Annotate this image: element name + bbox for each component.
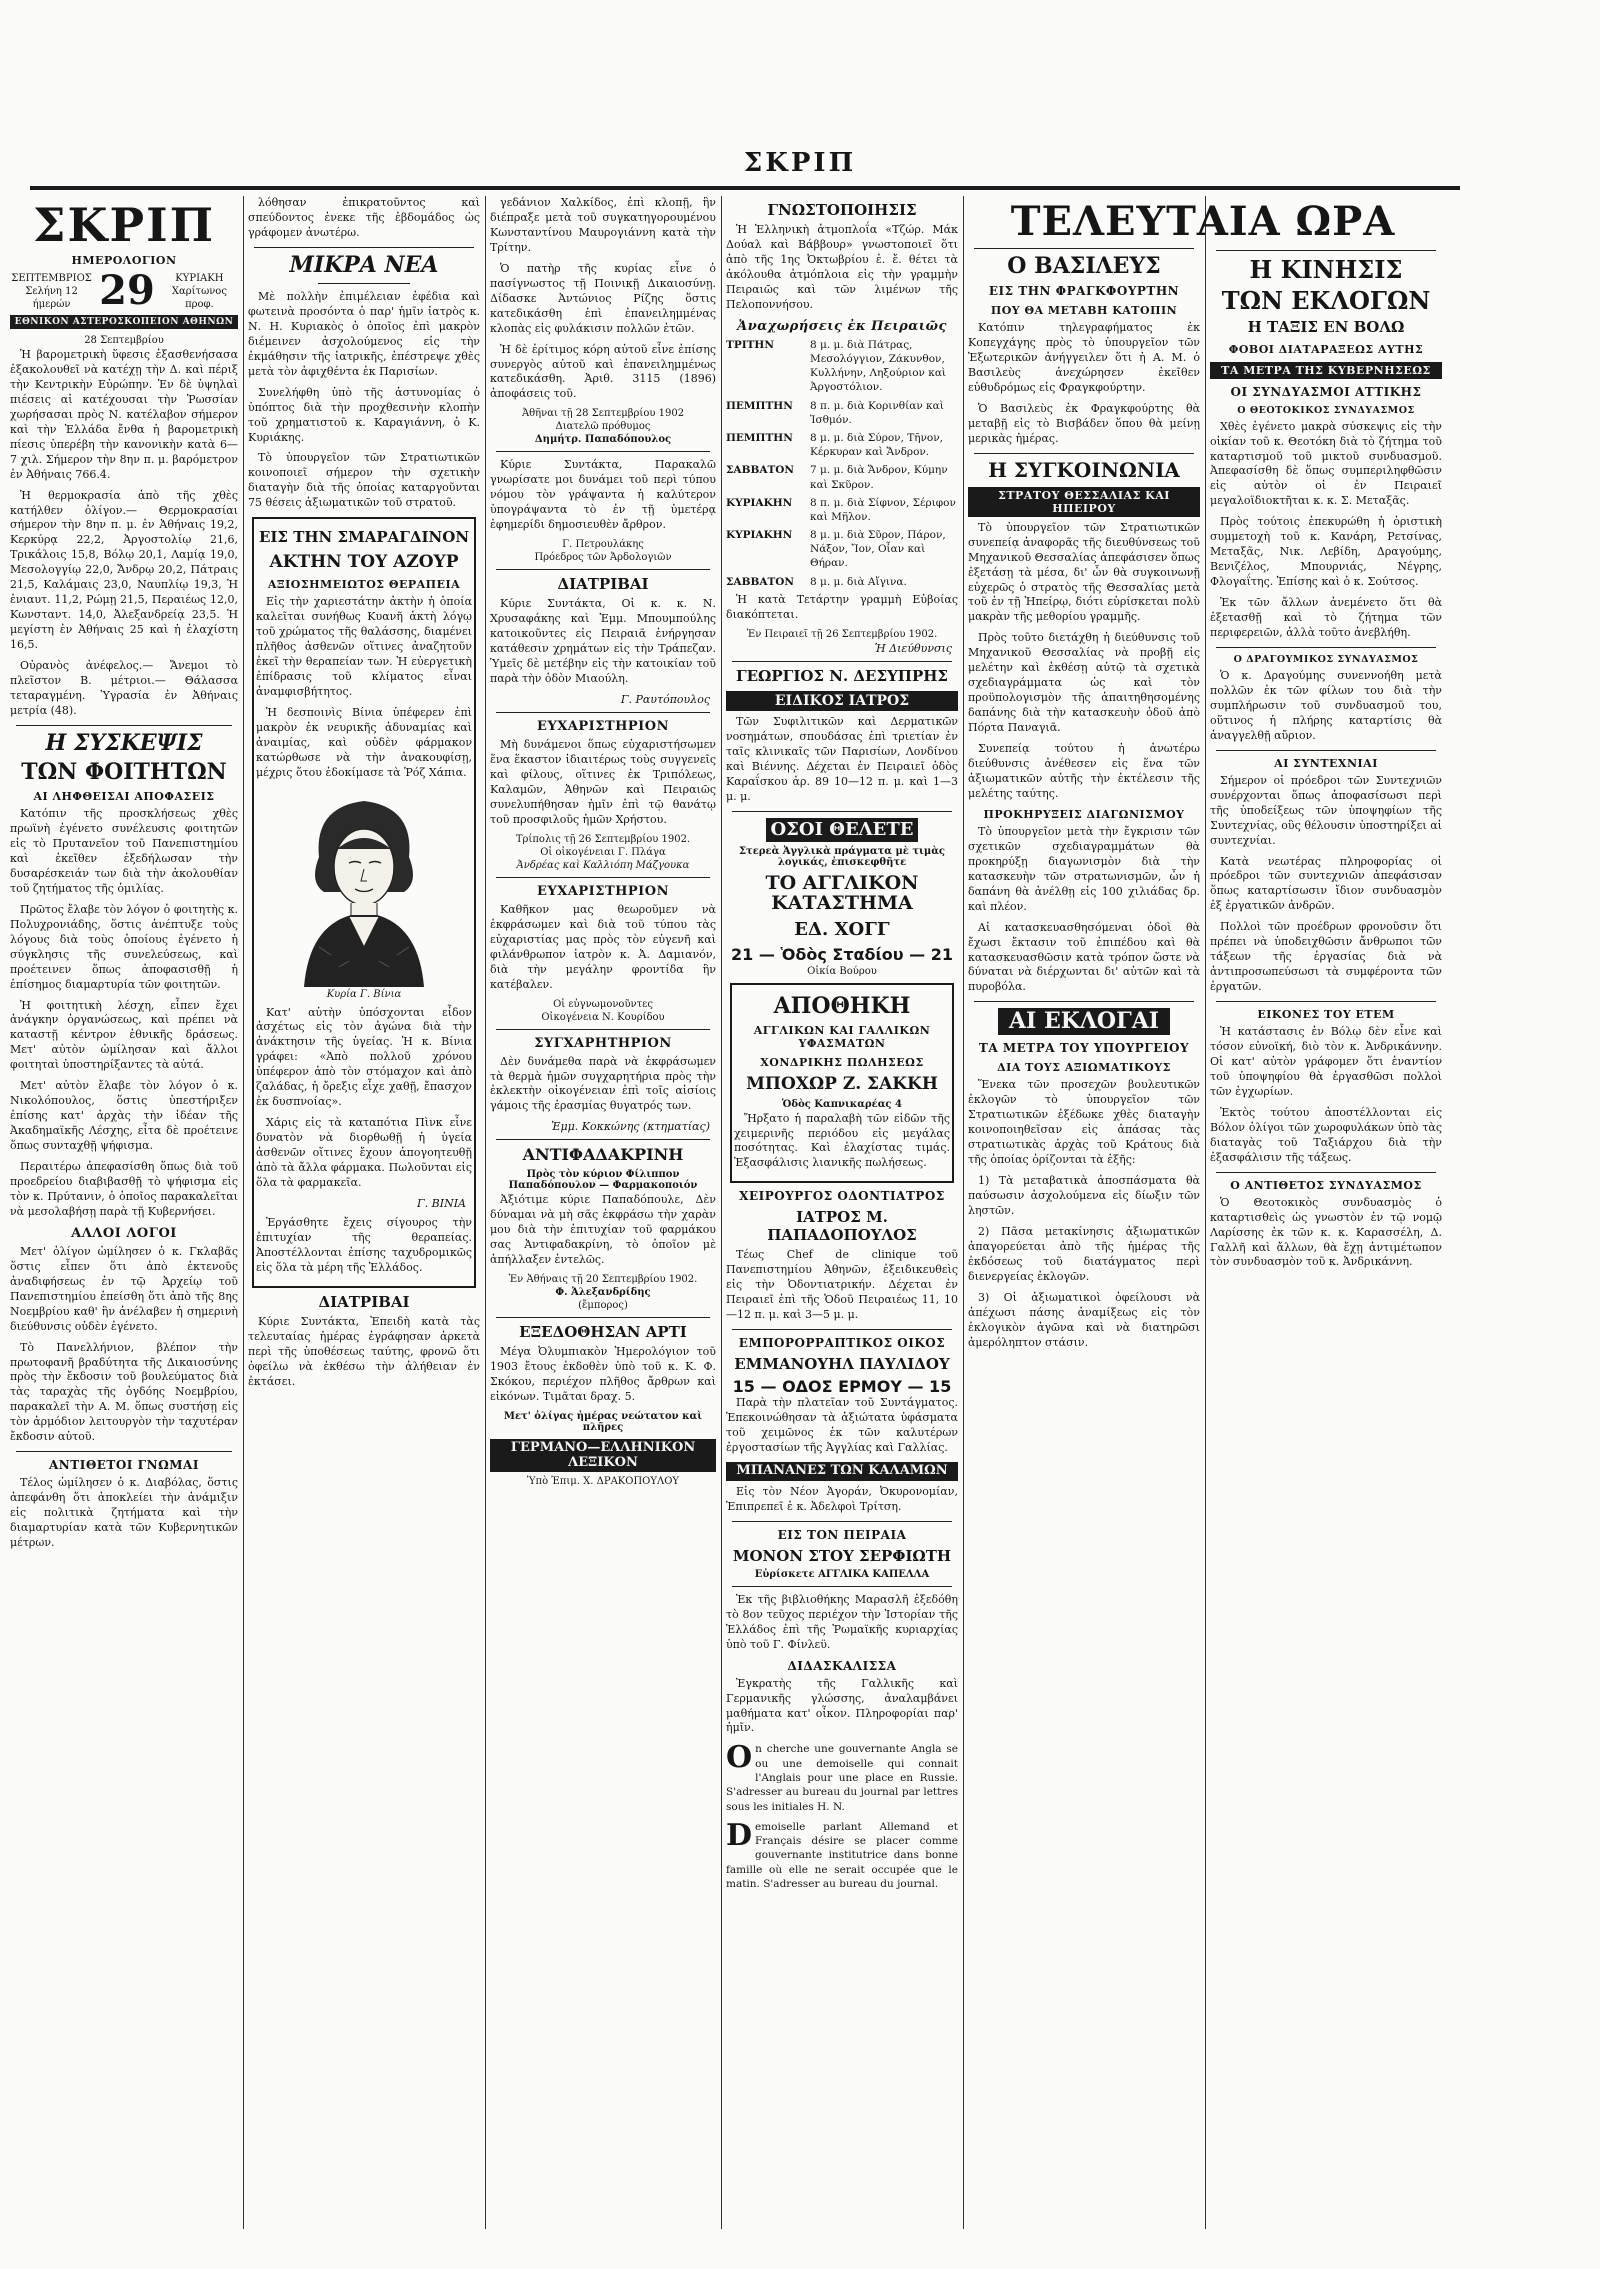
signature: Φ. Ἀλεξανδρίδης [555, 1286, 651, 1298]
article-paragraph: Αἱ κατασκευασθησόμεναι ὁδοὶ θὰ ἔχωσι ἔκτασιν τοῦ ἐπιπέδου καὶ θὰ κατασκευασθῶσιν κατὰ τρόπον ὥστε νὰ δύναται νὰ διέρχωνται δι' αὐτῶν καὶ τὰ πυροβόλα. [968, 920, 1200, 994]
headline: ΓΝΩΣΤΟΠΟΙΗΣΙΣ [767, 201, 917, 219]
article-paragraph: Κύριε Συντάκτα, Ἐπειδὴ κατὰ τὰς τελευταίας ἡμέρας ἐγράφησαν ἀρκετὰ περὶ τῆς ὑποθέσεως ταύτης, φρονῶ ὅτι ὀφείλω νὰ ἐκθέσω τὴν ἀλήθειαν ἐν ἐκτάσει. [248, 1315, 480, 1388]
article-paragraph: Τὸ Πανελλήνιον, βλέπον τὴν πρωτοφανῆ βραδύτητα τῆς Δικαιοσύνης πρὸς τὴν ἔκδοσιν τοῦ βουλεύματος διὰ τὰς ταραχὰς τῆς ὀγδόης Νοεμβρίου, παρακαλεῖ τὴν Α. Μ. ὅπως συστήσῃ εἰς τὸν ἁρμόδιον λειτουργὸν τὴν ταχυτέραν ἔκδοσιν αὐτοῦ. [10, 1340, 238, 1444]
ad-subheadline: ΧΟΝΔΡΙΚΗΣ ΠΩΛΗΣΕΩΣ [760, 1056, 924, 1070]
article-paragraph: Οὐρανὸς ἀνέφελος.— Ἄνεμοι τὸ πλεῖστον Β. μέτριοι.— Θάλασσα τεταραγμένη. Ὑγρασία ἐν Ἀθήναις μετρία (48). [10, 659, 238, 717]
subheadline: Ο ΑΝΤΙΘΕΤΟΣ ΣΥΝΔΥΑΣΜΟΣ [1230, 1178, 1422, 1192]
ad-subheadline: ΕΙΣ ΤΟΝ ΠΕΙΡΑΙΑ [777, 1527, 907, 1542]
subheadline: Ο ΘΕΟΤΟΚΙΚΟΣ ΣΥΝΔΥΑΣΜΟΣ [1237, 404, 1415, 416]
article-paragraph: Κύριε Συντάκτα, Παρακαλῶ γνωρίσατε μοι δυνάμει τοῦ περὶ τύπου νόμου τὸν γράψαντα ἡ καλύτερον ὑπογράψαντα τὸ ἐν τῇ ὑμετέρᾳ ἐφημερίδι δημοσιευθὲν ἄρθρον. [490, 458, 716, 532]
dateline: Τρίπολις τῇ 26 Σεπτεμβρίου 1902. [515, 833, 691, 845]
subheadline: ΑΝΤΙΘΕΤΟΙ ΓΝΩΜΑΙ [49, 1458, 199, 1473]
schedule-row [726, 338, 958, 395]
top-rule [30, 186, 1460, 190]
ad-subheadline: ΑΓΓΛΙΚΩΝ ΚΑΙ ΓΑΛΛΙΚΩΝ ΥΦΑΣΜΑΤΩΝ [753, 1024, 931, 1051]
signature: Οἱ εὐγνωμονοῦντες [553, 998, 653, 1010]
schedule-day: ΣΑΒΒΑΤΟΝ [726, 575, 795, 588]
headline: ΑΙ ΕΚΛΟΓΑΙ [998, 1008, 1170, 1035]
ad-headline: ΕΜΜΑΝΟΥΗΛ ΠΑΥΛΙΔΟΥ [734, 1354, 950, 1373]
schedule-route: 8 π. μ. διὰ Κορινθίαν καὶ Ἰσθμόν. [810, 399, 944, 426]
divider [732, 1586, 952, 1587]
article-paragraph: Τὸ ὑπουργεῖον τῶν Στρατιωτικῶν συνεπείᾳ ἀναφορᾶς τῆς διευθύνσεως τοῦ Μηχανικοῦ Θεσσαλίας ἀπεφάσισεν ὅπως ἐξετάσῃ τὰ μέσα, δι' ὧν θὰ συγκοινωνῇ εὐχερῶς ὁ στρατὸς τῆς Θεσσαλίας μετὰ τοῦ ἐν τῇ Ἠπείρῳ, διότι εὑρίσκεται πολὺ μακρὰν τῆς μεθορίου γραμμῆς. [968, 520, 1200, 624]
headline: Η ΚΙΝΗΣΙΣ [1249, 255, 1403, 284]
ad-headline: ΑΚΤΗΝ ΤΟΥ ΑΖΟΥΡ [269, 551, 459, 572]
divider [16, 1451, 232, 1452]
article-paragraph: Ἡ δὲ ἐρίτιμος κόρη αὐτοῦ εἶνε ἐπίσης συνεργὸς αὐτοῦ καὶ ἐπανειλημμένως κατεδικάσθη. Ἀριθ. 3115 (1896) ἀποφάσεις τοῦ. [490, 342, 716, 401]
ad-text: Στερεὰ Ἀγγλικὰ πράγματα μὲ τιμὰς λογικάς, ἐπισκεφθῆτε [738, 846, 945, 869]
divider [496, 569, 710, 570]
ad-paragraph: Εἰς τὴν χαριεστάτην ἀκτὴν ἡ ὁποία καλεῖται συνήθως Κυανῆ ἀκτὴ λόγῳ τοῦ χρώματος τῆς θαλάσσης, διαμένει πλῆθος ἀσθενῶν οἵτινες ἀναζητοῦν ἐκεῖ τὴν θεραπείαν των. Ἡ εὐεργετικὴ ἐπίδρασις τοῦ κλίματος εἶναι ἀναμφισβήτητος. [256, 595, 472, 698]
dropcap-letter: O [726, 1740, 753, 1776]
schedule-day: ΚΥΡΙΑΚΗΝ [726, 496, 793, 509]
headline: ΓΕΡΜΑΝΟ—ΕΛΛΗΝΙΚΟΝ ΛΕΞΙΚΟΝ [490, 1439, 716, 1473]
article-paragraph: Ὁ Θεοτοκικὸς συνδυασμὸς ὁ καταρτισθεὶς ὡς γνωστὸν ἐν τῷ νομῷ Λαρίσσης ἐκ τῶν κ. κ. Καρασσέλη, Δ. Γαλλῆ καὶ ἄλλων, θὰ ἔχῃ ἀντιμέτωπον τὸν συνδυασμὸν τοῦ κ. Ἀνδρικάννη. [1210, 1195, 1442, 1269]
article-paragraph: Πρὸς τούτοις ἐπεκυρώθη ἡ ὁριστικὴ συμμετοχὴ τοῦ κ. Κανάρη, Ρετσίνας, Μεταξᾶς, Νικ. Λεβίδη, Δραγούμης, Βενιζέλος, Μπουρνιάς, Νέγρης, Φλογαΐτης. Ἐπίσης καὶ ὁ κ. Σούτσος. [1210, 515, 1442, 589]
column-divider [963, 196, 964, 2229]
calendar-subtitle: ΗΜΕΡΟΛΟΓΙΟΝ [71, 254, 177, 267]
signature: Γ. ΒΙΝΙΑ [417, 1196, 466, 1210]
signature: Δημήτρ. Παπαδόπουλος [534, 434, 672, 446]
subheadline: ΔΙΑ ΤΟΥΣ ΑΞΙΩΜΑΤΙΚΟΥΣ [997, 1061, 1171, 1075]
subheadline: ΦΟΒΟΙ ΔΙΑΤΑΡΑΞΕΩΣ ΑΥΤΗΣ [1228, 342, 1424, 356]
classified-text: emoiselle parlant Allemand et Français désire se placer comme gouvernante institutrice dans bonne famille où elle ne serait occupée que le matin. S'adresser au bureau du journal. [726, 1820, 958, 1890]
schedule-row [726, 431, 958, 459]
ad-headline: ΓΕΩΡΓΙΟΣ Ν. ΔΕΣΥΠΡΗΣ [735, 666, 949, 685]
signature: Γ. Ραυτόπουλος [620, 693, 710, 707]
ad-paragraph: Χάρις εἰς τὰ καταπότια Πὶνκ εἶνε δυνατὸν νὰ διορθωθῇ ἡ ὑγεία ἀσθενῶν οἵτινες ἔχουν ἀπογοητευθῇ ἀπὸ τὰ ἄλλα φάρμακα. Πωλοῦνται εἰς ὅλα τὰ φαρμακεῖα. [256, 1116, 472, 1190]
schedule-route: 7 μ. μ. διὰ Ἄνδρον, Κύμην καὶ Σκῦρον. [810, 464, 948, 491]
dropcap-letter: D [726, 1817, 753, 1853]
calendar-moon: Σελήνη 12 ήμερών [25, 285, 78, 310]
article-paragraph: Σήμερον οἱ πρόεδροι τῶν Συντεχνιῶν συνέρχονται ὅπως ἀποφασίσωσι περὶ τῆς ὑποδείξεως τῶν ὑποψηφίων τῆς Συντεχνίας, οὓς θέλουσιν ὑποστηρίξει αἱ συντεχνίαι. [1210, 773, 1442, 847]
article-paragraph: γεδάνιον Χαλκίδος, ἐπὶ κλοπῇ, ἣν διέπραξε μετὰ τοῦ συγκατηγορουμένου Κωνσταντίνου Μαυρογιάννη κατὰ τὴν Τρίτην. [490, 196, 716, 254]
ad-subheadline: ΑΞΙΟΣΗΜΕΙΩΤΟΣ ΘΕΡΑΠΕΙΑ [267, 578, 461, 592]
departure-schedule [726, 338, 958, 589]
ad-address: 21 — Ὁδὸς Σταδίου — 21 [731, 944, 953, 964]
divider [732, 1329, 952, 1330]
column-divider [485, 196, 486, 2229]
schedule-row [726, 575, 958, 589]
schedule-route: 8 μ. μ. διὰ Αἴγινα. [810, 575, 907, 588]
schedule-row [726, 496, 958, 524]
ad-paragraph: Εἰς τὸν Νέον Ἀγοράν, Ὀκυρονομίαν, Ἐπιπρεπεῖ ἐ κ. Ἀδελφοὶ Τρίτση. [726, 1484, 958, 1513]
article-paragraph: 1) Τὰ μεταβατικὰ ἀποσπάσματα θὰ παύσωσιν ἀσχολούμενα εἰς δίωξιν τῶν ληστῶν. [968, 1174, 1200, 1218]
divider [732, 811, 952, 812]
article-paragraph: Μέγα Ὀλυμπιακὸν Ἡμερολόγιον τοῦ 1903 ἔτους ἐκδοθὲν ὑπὸ τοῦ κ. Κ. Φ. Σκόκου, περιέχον πλῆθος ἄρθρων καὶ εἰκόνων. Τιμᾶται δραχ. 5. [490, 1344, 716, 1403]
ad-subheadline: ΧΕΙΡΟΥΡΓΟΣ ΟΔΟΝΤΙΑΤΡΟΣ [739, 1189, 945, 1204]
article-paragraph: Ἡ φοιτητικὴ λέσχη, εἶπεν ἔχει ἀνάγκην ὀργανώσεως, καὶ πρέπει νὰ καταστῇ κέντρον ἐθνικῆς δράσεως. Μετ' αὐτὸν ὡμίλησαν καὶ ἄλλοι φοιτηταὶ ὑποστηρίξαντες τὰ αὐτά. [10, 998, 238, 1072]
headline: ΣΥΓΧΑΡΗΤΗΡΙΟΝ [534, 1035, 672, 1051]
schedule-route: 8 μ. μ. διὰ Πάτρας, Μεσολόγγιον, Ζάκυνθον, Κυλλήνην, Ληξούριον καὶ Ἀργοστόλιον. [810, 338, 947, 394]
article-paragraph: Ἡ Ἑλληνικὴ ἀτμοπλοΐα «Τζώρ. Μάκ Δούαλ καὶ Βάββουρ» γνωστοποιεῖ ὅτι ἀπὸ τῆς 1ης Ὀκτωβρίου ἐ. ἔ. θέτει τὰ ἀκόλουθα ἀτμόπλοια εἰς τὴν γραμμὴν Πειραιῶς καὶ τῶν λιμένων τῆς Πελοποννήσου. [726, 223, 958, 312]
article-paragraph: Ἕνεκα τῶν προσεχῶν βουλευτικῶν ἐκλογῶν τὸ ὑπουργεῖον τῶν Στρατιωτικῶν ἐξέδωκε χθὲς διαταγὴν κοινοποιηθεῖσαν εἰς ἁπάσας τὰς στρατιωτικὰς ἀρχὰς τοῦ Κράτους διὰ τῆς ὁποίας ὁρίζονται τὰ ἑξῆς: [968, 1078, 1200, 1167]
divider [16, 725, 232, 726]
schedule-row [726, 528, 958, 571]
article-paragraph: Τὸ ὑπουργεῖον μετὰ τὴν ἔγκρισιν τῶν σχετικῶν σχεδιαγραμμάτων θὰ προκηρύξῃ διαγωνισμὸν διὰ τὴν κατασκευὴν τῶν στρατωνισμῶν, ὧν ἡ δαπάνη θὰ ἀνέλθῃ εἰς 100 χιλιάδας δρ. καὶ πλέον. [968, 824, 1200, 913]
subheadline: ΣΤΡΑΤΟΥ ΘΕΣΣΑΛΙΑΣ ΚΑΙ ΗΠΕΙΡΟΥ [968, 487, 1200, 517]
portrait-illustration [279, 787, 449, 987]
ad-headline: ΟΣΟΙ ΘΕΛΕΤΕ [766, 818, 918, 843]
subheadline: Ὑπὸ Ἐπιμ. Χ. ΔΡΑΚΟΠΟΥΛΟΥ [526, 1476, 680, 1488]
divider [732, 1521, 952, 1522]
column-6 [1210, 196, 1442, 2229]
article-paragraph: Ἐκτὸς τούτου ἀποστέλλονται εἰς Βόλον ὀλίγοι τῶν χωροφυλάκων ὑπὸ τὰς διαταγὰς τοῦ Ταξιάρχου διὰ τὴν ἐξασφάλισιν τῆς τάξεως. [1210, 1105, 1442, 1164]
schedule-day: ΠΕΜΠΤΗΝ [726, 432, 793, 444]
article-paragraph: λόθησαν ἐπικρατοῦντος καὶ σπεύδοντος ἐνεκε τῆς ἑβδομάδος ὡς γράφομεν ἀνωτέρω. [248, 196, 480, 239]
subheadline: ΠΟΥ ΘΑ ΜΕΤΑΒΗ ΚΑΤΟΠΙΝ [990, 304, 1178, 318]
ad-address: 15 — ΟΔΟΣ ΕΡΜΟΥ — 15 [732, 1376, 952, 1396]
divider [1216, 250, 1436, 251]
subheadline: ΕΙΚΟΝΕΣ ΤΟΥ ΕΤΕΜ [1257, 1008, 1395, 1022]
headline: ΕΥΧΑΡΙΣΤΗΡΙΟΝ [537, 883, 669, 899]
ad-paragraph: Τέως Chef de clinique τοῦ Πανεπιστημίου Ἀθηνῶν, ἐξειδικευθεὶς εἰς τὴν Ὀδοντιατρικήν. Δέχεται ἐν Πειραιεῖ ἐπὶ τῆς Ὁδοῦ Πειραιέως 11, 10—12 π. μ. καὶ 3—5 μ. μ. [726, 1247, 958, 1321]
ad-text: Οἰκία Βούρου [807, 965, 877, 977]
schedule-day: ΚΥΡΙΑΚΗΝ [726, 529, 793, 542]
ad-subheadline: ΕΜΠΟΡΟΡΡΑΠΤΙΚΟΣ ΟΙΚΟΣ [738, 1335, 946, 1350]
headline: ΕΞΕΔΟΘΗΣΑΝ ΑΡΤΙ [519, 1322, 687, 1341]
article-paragraph: Ἡ βαρομετρικὴ ὕφεσις ἐξασθενήσασα ἐξακολουθεῖ νὰ κατέχῃ τὴν Δ. καὶ πέριξ τὴν Κεντρικὴν Εὐρώπην. Ἐν δὲ ὑψηλαὶ πιέσεις αἱ κατέχουσαι τὴν Ῥωσσίαν χωρήσασαι πρὸς Ν. κατέλαβον σήμερον καὶ τὴν Ἑλλάδα ἔνθα ἡ βαρομετρικὴ πίεσις ὑπερέβη τὴν κανονικὴν κατὰ 6—7 χιλ. Σήμερον τὴν 8ην π. μ. βαρόμετρον ἐν Ἀθήναις 766.4. [10, 348, 238, 481]
banner-spacer [1210, 196, 1442, 244]
ad-headline: ΕΔ. ΧΟΓΓ [794, 919, 890, 941]
subheadline: Πρὸς τὸν κύριον Φίλιππον Παπαδόπουλον — Φαρμακοποιόν [508, 1168, 698, 1191]
article-paragraph: Μετ' ὀλίγον ὡμίλησεν ὁ κ. Γκλαβᾶς ὅστις εἶπεν ὅτι ἀπὸ ἐκτενοῦς ἀναδιφήσεως ἐν τῷ Ἀρχείῳ τοῦ Πανεπιστημίου ἐπείσθη ὅτι ἀπὸ τῆς 8ης Νοεμβρίου καθ' ἣν ἀνέλαβεν ἡ σημερινὴ διεύθυνσις οὐδὲν ἐγένετο. [10, 1244, 238, 1333]
article-paragraph: Κατὰ νεωτέρας πληροφορίας οἱ πρόεδροι τῶν συντεχνιῶν ἀπεφάσισαν ὅπως καταρτίσωσιν ἴδιον συνδυασμὸν ἐξ ἐργατικῶν ἀνδρῶν. [1210, 854, 1442, 913]
divider [496, 451, 710, 452]
article-paragraph: Ἡ κατάστασις ἐν Βόλῳ δὲν εἶνε καὶ τόσον εὐνοϊκή, διὸ τὸν κ. Ἀνδρικάννην. Οἱ κατ' αὐτὸν γράφομεν ὅτι ἐναντίον τοῦ ὑποψηφίου θὰ ἐργασθῶσι πολλοὶ τῶν ἐγχωρίων. [1210, 1025, 1442, 1098]
subheadline: ΟΙ ΣΥΝΔΥΑΣΜΟΙ ΑΤΤΙΚΗΣ [1230, 384, 1422, 399]
subheadline: ΑΛΛΟΙ ΛΟΓΟΙ [71, 1225, 177, 1241]
divider [318, 283, 411, 284]
article-paragraph: Κατόπιν τηλεγραφήματος ἐκ Κοπεγχάγης πρὸς τὸ ὑπουργεῖον τῶν Ἐξωτερικῶν ἀνήγγειλεν ὅτι ἡ Α. Μ. ὁ Βασιλεὺς ἀνεχώρησεν ἐκεῖθεν εὐθυδρόμως εἰς Φραγκφούρτην. [968, 321, 1200, 394]
column-divider [243, 196, 244, 2229]
signature: Οἱ οἰκογένειαι Γ. Πλάγα [540, 846, 666, 858]
observatory-bar: ΕΘΝΙΚΟΝ ΑΣΤΕΡΟΣΚΟΠΕΙΟΝ ΑΘΗΝΩΝ [10, 315, 238, 329]
masthead: ΣΚΡΙΠ [743, 148, 857, 178]
article-paragraph: Μετ' αὐτὸν ἔλαβε τὸν λόγον ὁ κ. Νικολόπουλος, ὅστις ὑπεστήριξεν ἐπίσης κατ' ἀρχὰς τὴν ἰδέαν τῆς Ἀκαδημαϊκῆς Λέσχης, εἶτα δὲ προέτεινε ὅπως συνταχθῇ ψήφισμα. [10, 1079, 238, 1153]
headline: ΜΙΚΡΑ ΝΕΑ [289, 251, 439, 278]
column-4 [726, 196, 958, 2229]
ad-headline: ΜΠΟΧΩΡ Ζ. ΣΑΚΚΗ [746, 1074, 938, 1095]
article-paragraph: Ὁ Βασιλεὺς ἐκ Φραγκφούρτης θὰ μεταβῇ εἰς τὸ Βισβάδεν ὅπου θὰ μείνῃ μερικὰς ἡμέρας. [968, 401, 1200, 445]
headline: ΤΩΝ ΦΟΙΤΗΤΩΝ [21, 758, 227, 785]
ad-paragraph: Τῶν Συφιλιτικῶν καὶ Δερματικῶν νοσημάτων, σπουδάσας ἐπὶ τριετίαν ἐν ταῖς κλινικαῖς τῶν Παρισίων, Λονδίνου καὶ Βιέννης. Δέχεται ἐν Πειραιεῖ ὁδὸς Καραΐσκου ἀρ. 89 10—12 π. μ. καὶ 1—3 μ. μ. [726, 714, 958, 803]
advertisement [730, 983, 954, 1183]
article-paragraph: Πρῶτος ἔλαβε τὸν λόγον ὁ φοιτητὴς κ. Πολυχρονιάδης, ὅστις ἀνέπτυξε τοὺς λόγους διὰ τοὺς ὁποίους ἐγένετο ἡ σύγκλησις τῆς συνελεύσεως, καὶ προέτεινεν ὅπως ἀποφασισθῇ ἡ ἐπίσημος διαμαρτυρία τῶν φοιτητῶν. [10, 902, 238, 991]
schedule-row [726, 463, 958, 491]
article-paragraph: Χθὲς ἐγένετο μακρὰ σύσκεψις εἰς τὴν οἰκίαν τοῦ κ. Θεοτόκη διὰ τὸ ζήτημα τοῦ καταρτισμοῦ τοῦ μικτοῦ συνδυασμοῦ. Ἀπεφασίσθη δὲ ὅπως συμπεριληφθῶσιν εἰς αὐτὸν οἱ ἐν Πειραιεῖ μεγαλοϊδιοκτῆται κ. κ. Σ. Μεταξᾶς. [1210, 419, 1442, 508]
calendar-title: ΣΚΡΙΠ [32, 198, 216, 252]
article-paragraph: Πολλοὶ τῶν προέδρων φρονοῦσιν ὅτι πρέπει νὰ ὑποδειχθῶσιν ἄνθρωποι τῶν τάξεων τῆς ἐργασίας διὰ νὰ ἀντιπροσωπεύσωσι τὰ συμφέροντα τῶν ἐργατῶν. [1210, 920, 1442, 994]
article-paragraph: Κύριε Συντάκτα, Οἱ κ. κ. Ν. Χρυσαφάκης καὶ Ἐμμ. Μπουμπούλης κατοικοῦντες εἰς Πειραιᾶ ἐνήργησαν κατάθεσιν χρημάτων εἰς τὴν Τράπεζαν. Ὑμεῖς δὲ μετέβην εἰς τὴν κατοικίαν τοῦ παρὰ τὴν ὁδὸν Μιαούλη. [490, 597, 716, 686]
article-paragraph: Περαιτέρω ἀπεφασίσθη ὅπως διὰ τοῦ προεδρείου διαβιβασθῇ τὸ ψήφισμα εἰς τὸν κ. Πρύτανιν, ὁ ὁποῖος παρακαλεῖται νὰ μεσολαβήσῃ παρὰ τῇ Κυβερνήσει. [10, 1160, 238, 1218]
article-paragraph: Ὁ κ. Δραγούμης συνεννοήθη μετὰ πολλῶν ἐκ τῶν φίλων του διὰ τὴν συμπλήρωσιν τοῦ συνδυασμοῦ του, οὕτινος ἡ πλήρης καταρτίσις θὰ ἀναγγελθῇ αὔριον. [1210, 668, 1442, 742]
signature: Ἐμμ. Κοκκώνης (κτηματίας) [551, 1120, 710, 1134]
headline: ΑΝΤΙΦΑΔΑΚΡΙΝΗ [522, 1145, 684, 1165]
ad-paragraph: Ἡ δεσποινὶς Βίνια ὑπέφερεν ἐπὶ μακρὸν ἐκ νευρικῆς ἀδυναμίας καὶ ἀναιμίας, καὶ οὐδὲν φάρμακον κατώρθωσε νὰ τὴν ἀνακουφίσῃ, μέχρις ὅτου ἐδοκίμασε τὰ Ῥόζ Χάπια. [256, 705, 472, 779]
subheadline: Ἀναχωρήσεις ἐκ Πειραιῶς [737, 318, 947, 334]
ad-address: Ὁδὸς Καπνικαρέας 4 [782, 1098, 902, 1110]
divider [496, 1029, 710, 1030]
subheadline: Μετ' ὀλίγας ἡμέρας νεώτατον καὶ πλῆρες [503, 1410, 703, 1433]
article-paragraph: 3) Οἱ ἀξιωματικοὶ ὀφείλουσι νὰ ἀπέχωσι πάσης ἀναμίξεως εἰς τὸν ἐκλογικὸν ἀγῶνα καὶ νὰ διατηρῶσι ἀμερόληπτον στάσιν. [968, 1290, 1200, 1349]
signature: (ἔμπορος) [578, 1299, 628, 1311]
divider [496, 1139, 710, 1140]
ad-paragraph: Ἤρξατο ἡ παραλαβὴ τῶν εἰδῶν τῆς χειμερινῆς περιόδου εἰς μεγάλας ποσότητας. Καὶ ἐλαχίστας τιμάς. Ἐξασφάλισις λιανικῆς πωλήσεως. [734, 1111, 950, 1170]
column-divider [1205, 196, 1206, 2229]
article-paragraph: Ἡ θερμοκρασία ἀπὸ τῆς χθὲς κατήλθεν ὀλίγον.— Θερμοκρασίαι σήμερον τὴν 8ην π. μ. ἐν Ἀθήναις 19,2, Κερκύρᾳ 22,2, Ἀργοστολίῳ 21,6, Τρικάλοις 15,8, Βόλῳ 20,1, Λαμίᾳ 19,0, Μεσολογγίῳ 22,0, Ἄνδρῳ 20,2, Πάτραις 21,5, Καλάμαις 23,0, Ναυπλίῳ 19,3, Ἡ ἐνιαυτ. 11,2, Ρώμῃ 21,5, Περαιέως 12,0, Κωνσταντ. 14,0, Ἀλεξανδρείᾳ 23,5. Ἡ μεγίστη ἐν Ἀθήναις 25 καὶ ἡ ἐλαχίστη 16,5. [10, 488, 238, 652]
schedule-day: ΣΑΒΒΑΤΟΝ [726, 464, 795, 477]
dateline: Ἀθῆναι τῇ 28 Σεπτεμβρίου 1902 [521, 408, 685, 420]
ad-headline: ΑΠΟΘΗΚΗ [773, 992, 911, 1019]
calendar-saint: Χαρίτωνος προφ. [171, 285, 227, 310]
headline: Η ΣΥΣΚΕΨΙΣ [45, 729, 203, 756]
ad-headline: ΙΑΤΡΟΣ Μ. ΠΑΠΑΔΟΠΟΥΛΟΣ [767, 1208, 917, 1244]
ad-paragraph: Παρὰ τὴν πλατεῖαν τοῦ Συντάγματος. Ἐπεκοινώθησαν τὰ ἀξιώτατα ὑφάσματα τοῦ χειμῶνος ἐκ τῶν καλυτέρων ἐργοστασίων τῆς Ἀγγλίας καὶ Γαλλίας. [726, 1395, 958, 1454]
headline: Ο ΒΑΣΙΛΕΥΣ [1007, 253, 1161, 279]
divider [974, 248, 1194, 249]
signature: Διατελῶ πρόθυμος [555, 421, 651, 433]
subheadline: ΕΙΣ ΤΗΝ ΦΡΑΓΚΦΟΥΡΤΗΝ [988, 284, 1180, 299]
headline: ΔΙΑΤΡΙΒΑΙ [318, 1292, 410, 1311]
divider [1216, 750, 1436, 751]
subheadline: ΤΑ ΜΕΤΡΑ ΤΟΥ ΥΠΟΥΡΓΕΙΟΥ [978, 1041, 1190, 1056]
dateline: Ἐν Πειραιεῖ τῇ 26 Σεπτεμβρίου 1902. [746, 628, 938, 640]
signature: Ἀνδρέας καὶ Καλλιόπη Μάζγουκα [516, 859, 690, 871]
ad-paragraph: Κατ' αὐτὴν ὑπόσχονται εἶδον ἀσχέτως εἰς τὸν ἀγώνα διὰ τὴν ἀνάκτησιν τῆς ὑγείας. Ἡ κ. Βίνια γράφει: «Ἀπὸ πολλοῦ χρόνου ὑπέφερον ἀπὸ τὸν στόμαχον καὶ ἀπὸ ζαλάδας, ἡ ὄρεξις εἶχε χαθῇ, ἔπασχον ἐκ δυσπνοίας». [256, 1005, 472, 1109]
calendar-month: ΣΕΠΤΕΜΒΡΙΟΣ [11, 272, 92, 284]
calendar-weekday: ΚΥΡΙΑΚΗ [175, 272, 224, 284]
schedule-route: 8 μ. μ. διὰ Σῦρον, Πάρον, Νάξον, Ἴον, Οἶαν καὶ Θήραν. [810, 529, 946, 570]
article-paragraph: Μὴ δυνάμενοι ὅπως εὐχαριστήσωμεν ἕνα ἕκαστον ἰδιαιτέρως τοὺς συγγενεῖς καὶ φίλους, οἵτινες ἐκ Τριπόλεως, Καλαμῶν, Ἀθηνῶν καὶ Πειραιῶς συνελυπήθησαν ἡμῖν ἐπὶ τῷ θανάτῳ τοῦ προσφιλοῦς ἡμῶν Χρήστου. [490, 738, 716, 826]
signature: Πρόεδρος τῶν Ἀρδολογιῶν [534, 552, 672, 564]
ad-headline: ΕΙΔΙΚΟΣ ΙΑΤΡΟΣ [726, 691, 958, 711]
divider [496, 1317, 710, 1318]
schedule-route: 8 π. μ. διὰ Σίφνον, Σέριφον καὶ Μῆλον. [810, 496, 956, 523]
classified-text: n cherche une gouvernante Angla se ou une demoiselle qui connait l'Anglais pour une place en Russie. S'adresser au bureau du journal par lettres sous les initiales H. N. [726, 1743, 958, 1813]
article-paragraph: Μὲ πολλὴν ἐπιμέλειαν ἐφέδια καὶ φωτεινὰ προσόντα ὁ παρ' ἡμῖν ἰατρὸς κ. Ν. Η. Κυριακὸς ὁ ὁποῖος ἐπὶ μακρὸν διέμεινεν ἀσχολούμενος εἰς τὴν ἐκμάθησιν τῆς ἰατρικῆς, ἐπέστρεψε χθὲς μετὰ τὸν ἀφιχθέντα ἐκ Παρισίων. [248, 289, 480, 378]
portrait-caption: Κυρία Γ. Βίνια [326, 988, 402, 1000]
divider [1216, 1172, 1436, 1173]
schedule-route: 8 μ. μ. διὰ Σύρον, Τῆνον, Κέρκυραν καὶ Ἄνδρον. [810, 432, 943, 459]
signature: Γ. Πετρουλάκης [562, 539, 644, 551]
headline: ΤΩΝ ΕΚΛΟΓΩΝ [1221, 286, 1431, 316]
divider [496, 712, 710, 713]
divider [496, 877, 710, 878]
article-paragraph: Ὁ πατὴρ τῆς κυρίας εἶνε ὁ πασίγνωστος τῇ Ποινικῇ Δικαιοσύνῃ. Δίδασκε Ἀντώνιος Ρίζης ὅστις κατεδικάσθη ἐπὶ ἐπανειλημμένας κλοπὰς εἰς φυλάκισιν πολλῶν ἐτῶν. [490, 261, 716, 335]
schedule-day: ΠΕΜΠΤΗΝ [726, 399, 793, 412]
divider [1216, 647, 1436, 648]
article-paragraph: Τὸ ὑπουργεῖον τῶν Στρατιωτικῶν κοινοποιεῖ σήμερον τὴν σχετικὴν διαταγὴν διὰ τῆς ὁποίας καταργοῦνται 75 θέσεις ἀξιωματικῶν τοῦ στρατοῦ. [248, 451, 480, 510]
subheadline: ΤΑ ΜΕΤΡΑ ΤΗΣ ΚΥΒΕΡΝΗΣΕΩΣ [1210, 362, 1442, 379]
headline: ΕΥΧΑΡΙΣΤΗΡΙΟΝ [537, 719, 669, 735]
ad-headline: ΜΠΑΝΑΝΕΣ ΤΩΝ ΚΑΛΑΜΩΝ [726, 1462, 958, 1481]
calendar-date [10, 267, 238, 314]
subheadline: Η ΤΑΞΙΣ ΕΝ ΒΟΛΩ [1247, 318, 1405, 337]
signature: Ἡ Διεύθυνσις [874, 641, 952, 655]
observatory-date: 28 Σεπτεμβρίου [84, 335, 164, 346]
article-paragraph: Κατόπιν τῆς προσκλήσεως χθὲς πρωϊνὴ ἐγένετο συνέλευσις φοιτητῶν εἰς τὸ Πρυτανεῖον τοῦ Πανεπιστημίου καὶ ἐκεῖθεν ἐξεδήλωσαν τὴν δυσαρέσκειάν των διὰ τὴν ἀκολουθίαν τοῦ ζητήματος τῆς ὁμιλίας. [10, 807, 238, 895]
ad-headline: ΕΙΣ ΤΗΝ ΣΜΑΡΑΓΔΙΝΟΝ [258, 528, 470, 547]
ad-paragraph: Ἐργάσθητε ἔχεις σίγουρος τὴν ἐπιτυχίαν τῆς θεραπείας. Ἀποστέλλονται ἐπίσης ταχυδρομικῶς εἰς ὅλα τὰ μέρη τῆς Ἑλλάδος. [256, 1215, 472, 1274]
latest-hour-banner: ΤΕΛΕΥΤΑΙΑ ΩΡΑ [1010, 198, 1396, 245]
article-paragraph: Καθῆκον μας θεωροῦμεν νὰ ἐκφράσωμεν καὶ διὰ τοῦ τύπου τὰς εὐχαριστίας μας πρὸς τὸν εὐγενῆ καὶ φιλάνθρωπον ἰατρὸν κ. Ἀ. Δαμιανόν, διὰ τὴν μεγάλην φροντίδα ἣν κατέβαλεν. [490, 902, 716, 991]
subheadline: ΑΙ ΛΗΦΘΕΙΣΑΙ ΑΠΟΦΑΣΕΙΣ [33, 790, 215, 804]
calendar-day-number: 29 [99, 267, 155, 314]
ad-subheadline: ΔΙΔΑΣΚΑΛΙΣΣΑ [787, 1658, 897, 1673]
article-paragraph: Ἐκ τῶν ἄλλων ἀνεμένετο ὅτι θὰ ἐξετασθῇ καὶ τὸ ζήτημα τῶν περιφερειῶν, ἀλλὰ τοῦτο ἀνεβλήθη. [1210, 596, 1442, 640]
headline: ΔΙΑΤΡΙΒΑΙ [557, 575, 649, 594]
article-paragraph: Συνεπείᾳ τούτου ἡ ἀνωτέρω διεύθυνσις ἀνέθεσεν εἰς ἕνα τῶν ἀξιωματικῶν αὐτῆς τὴν ἐκτέλεσιν τῆς μελέτης ταύτης. [968, 742, 1200, 800]
article-paragraph: Συνελήφθη ὑπὸ τῆς ἀστυνομίας ὁ ὑπόπτος διὰ τὴν προχθεσινὴν κλοπὴν τοῦ χρηματιστοῦ κ. Καραγιάννη, ὁ Κ. Κυριάκης. [248, 385, 480, 444]
subheadline: Ο ΔΡΑΓΟΥΜΙΚΟΣ ΣΥΝΔΥΑΣΜΟΣ [1233, 653, 1419, 665]
signature: Οἰκογένεια Ν. Κουρίδου [541, 1011, 665, 1023]
advertisement [252, 517, 476, 1287]
ad-paragraph: Ἐγκρατὴς τῆς Γαλλικῆς καὶ Γερμανικῆς γλώσσης, ἀναλαμβάνει μαθήματα κατ' οἶκον. Πληροφορίαι παρ' ἡμῖν. [726, 1676, 958, 1735]
ad-headline: ΤΟ ΑΓΓΛΙΚΟΝ ΚΑΤΑΣΤΗΜΑ [765, 872, 919, 915]
ad-headline: ΜΟΝΟΝ ΣΤΟΥ ΣΕΡΦΙΩΤΗ [732, 1546, 952, 1565]
article-paragraph: Ἡ κατὰ Τετάρτην γραμμὴ Εὐβοίας διακόπτεται. [726, 592, 958, 621]
article-paragraph: Ἀξιότιμε κύριε Παπαδόπουλε, Δὲν δύναμαι νὰ μὴ σᾶς ἐκφράσω τὴν χαρὰν μου διὰ τὴν ἐπιτυχίαν τοῦ φαρμάκου σας Ἀντιφαδακρίνη, τὸ ὁποῖον μὲ ἀπήλλαξεν ἐντελῶς. [490, 1192, 716, 1266]
headline: Η ΣΥΓΚΟΙΝΩΝΙΑ [988, 457, 1180, 482]
article-paragraph: Τέλος ὡμίλησεν ὁ κ. Διαβόλας, ὅστις ἀπεφάνθη ὅτι ἀποκλείει τὴν ἀνάμιξιν εἰς πολιτικὰ ζητήματα καὶ τὴν διαμαρτυρίαν κατὰ τῶν Κυβερνητικῶν μέτρων. [10, 1476, 238, 1550]
article-paragraph: Δὲν δυνάμεθα παρὰ νὰ ἐκφράσωμεν τὰ θερμὰ ἡμῶν συγχαρητήρια πρὸς τὴν ἐκλεκτὴν οἰκογένειαν ἐπὶ τοῖς αἰσίοις γάμοις τῆς ἐρασμίας θυγατρός των. [490, 1054, 716, 1113]
ad-text: Εὑρίσκετε ΑΓΓΛΙΚΑ ΚΑΠΕΛΛΑ [754, 1568, 930, 1580]
subheadline: ΑΙ ΣΥΝΤΕΧΝΙΑΙ [1274, 756, 1378, 770]
column-2 [248, 196, 480, 2229]
dateline: Ἐν Ἀθήναις τῇ 20 Σεπτεμβρίου 1902. [508, 1273, 698, 1285]
divider [254, 247, 474, 248]
schedule-day: ΤΡΙΤΗΝ [726, 338, 774, 351]
divider [974, 1001, 1194, 1002]
french-classifieds [726, 1742, 958, 1891]
divider [974, 453, 1194, 454]
column-1 [10, 196, 238, 2229]
divider [1216, 1001, 1436, 1002]
column-divider [721, 196, 722, 2229]
column-3 [490, 196, 716, 2229]
subheadline: ΠΡΟΚΗΡΥΞΕΙΣ ΔΙΑΓΩΝΙΣΜΟΥ [983, 807, 1185, 821]
schedule-row [726, 399, 958, 427]
article-paragraph: Ἐκ τῆς βιβλιοθήκης Μαρασλῆ ἐξεδόθη τὸ 8ον τεῦχος περιέχον τὴν Ἱστορίαν τῆς Ἑλλάδος ἐπὶ τῆς Ῥωμαϊκῆς κυριαρχίας ὑπὸ τοῦ Γ. Φίνλεϋ. [726, 1592, 958, 1651]
divider [732, 661, 952, 662]
article-paragraph: Πρὸς τοῦτο διετάχθη ἡ διεύθυνσις τοῦ Μηχανικοῦ Θεσσαλίας νὰ προβῇ εἰς μελέτην καὶ ἐκθέσῃ αὐτῷ τὰ σχετικὰ σχεδιαγράμματα ὡς καὶ τὸν προϋπολογισμὸν τῆς ἀπαιτηθησομένης δαπάνης διὰ τὴν κατασκευὴν ὁδοῦ ἀπὸ Πόρτα Παναγιᾶ. [968, 631, 1200, 735]
article-paragraph: 2) Πᾶσα μετακίνησις ἀξιωματικῶν ἀπαγορεύεται ἀπὸ τῆς ἡμέρας τῆς ἐκδόσεως τοῦ διατάγματος περὶ διενεργείας ἐκλογῶν. [968, 1225, 1200, 1283]
